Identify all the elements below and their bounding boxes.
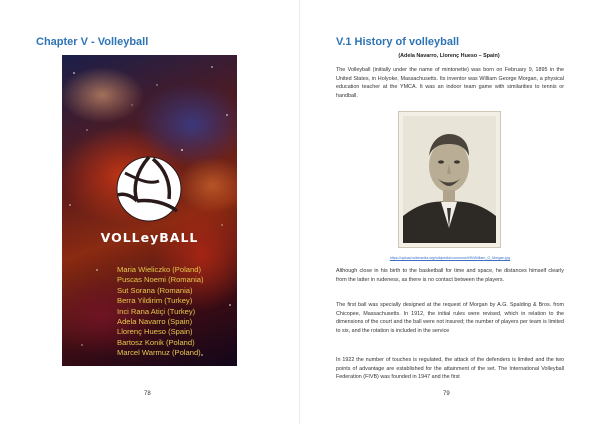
cover-author: Bartosz Konik (Poland) — [117, 337, 195, 347]
cover-author: Berra Yildirim (Turkey) — [117, 296, 193, 306]
paragraph: Although close in his birth to the basketball for time and space, he distances himself clearly from the latter in rudeness, as there is no contact between the players. — [336, 268, 564, 283]
image-caption-link[interactable]: https://upload.wikimedia.org/wikipedia/commons/f/f9/William_G_Morgan.jpg — [389, 256, 511, 260]
volleyball-icon — [115, 155, 183, 223]
cover-author: Inci Rana Atici (Turkey) — [117, 306, 196, 316]
cover-author: Llorenç Hueso (Spain) — [117, 327, 193, 337]
section-authors: (Adela Navarro, Llorenç Hueso – Spain) — [398, 53, 500, 59]
cover-author: Sut Sorana (Romania) — [117, 285, 193, 295]
chapter-title: Chapter V - Volleyball — [36, 36, 149, 48]
paragraph: The first ball was specially designed at the request of Morgan by A.G. Spalding & Bros. from Chicopee, Massachusetts. In 1912, the initial rules were revised, which in relation to the dimensions of the court and the ball were not insured; the number of players per team is limited to six, and the rotation is included in the service — [336, 302, 564, 334]
paragraph: In 1922 the number of touches is regulated, the attack of the defenders is limited and the two points of advantage are established for the attainment of the set. The International Volleyball Federation (FIVB) was founded in 1947 and the first — [336, 357, 564, 381]
right-page — [300, 0, 600, 424]
cover-authors-list — [117, 265, 204, 359]
cover-author: Adela Navarro (Spain) — [117, 317, 193, 327]
section-title: V.1 History of volleyball — [336, 36, 460, 48]
paragraph: The Volleyball (initially under the name of mintonette) was born on February 9, 1895 in the United States, in Holyoke, Massachusetts. Its inventor was William George Morgan, a physical education teacher at the YMCA. It was an indoor team game with similarities to tennis or handball. — [336, 67, 564, 99]
cover-author: Puscas Noemi (Romania) — [117, 275, 204, 285]
cover-author: Maria Wieliczko (Poland) — [117, 265, 201, 274]
book-cover-image — [62, 55, 237, 366]
portrait-photo — [398, 111, 501, 248]
cover-author: Marcel Warmuz (Poland) — [117, 348, 201, 358]
page-number-right: 79 — [443, 391, 450, 397]
portrait-illustration — [403, 116, 496, 243]
cover-title: VOLLeyBALL — [100, 230, 199, 245]
page-number-left: 78 — [144, 391, 151, 397]
